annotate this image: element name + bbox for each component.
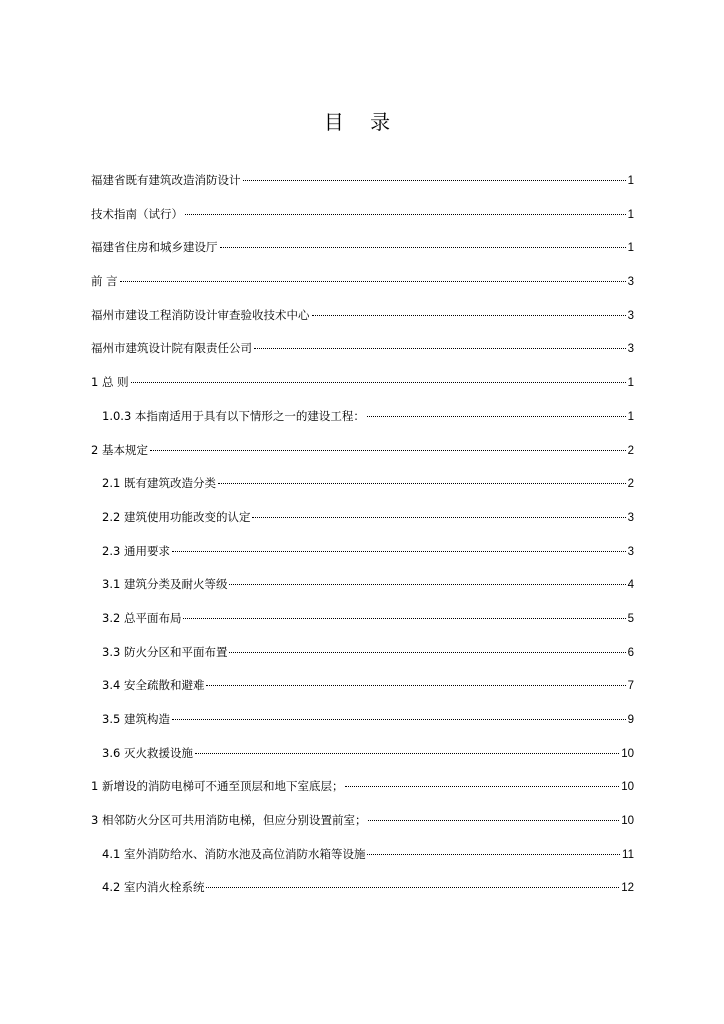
toc-entry-title: 福州市建筑设计院有限责任公司 [91,341,252,356]
toc-page-number: 3 [627,511,634,524]
toc-page-number: 9 [627,714,634,726]
dot-leader [367,416,626,417]
toc-entry-title: 4.1 室外消防给水、消防水池及高位消防水箱等设施 [102,846,366,861]
dot-leader [243,180,626,181]
dot-leader [185,214,626,215]
dot-leader [367,854,620,855]
toc-entry-title: 3.1 建筑分类及耐火等级 [102,577,228,592]
toc-entry-title: 1 新增设的消防电梯可不通至顶层和地下室底层； [91,779,344,794]
toc-entry[interactable] [91,711,634,745]
toc-page-number: 3 [627,309,634,322]
dot-leader [254,348,626,349]
toc-entry-title: 2.1 既有建筑改造分类 [102,476,216,491]
toc-entry[interactable] [91,408,634,442]
toc-entry[interactable] [91,745,634,779]
toc-entry[interactable] [91,677,634,711]
toc-entry[interactable] [91,374,634,408]
toc-page-number: 1 [627,410,634,423]
dot-leader [252,517,625,518]
toc-page-number: 3 [627,343,634,356]
toc-page-number: 10 [621,781,634,794]
toc-entry-title: 福建省既有建筑改造消防设计 [91,173,241,187]
dot-leader [312,315,626,316]
toc-entry-title: 福建省住房和城乡建设厅 [91,240,218,255]
toc-entry-title: 2.3 通用要求 [102,543,170,558]
toc-entry[interactable] [91,509,634,543]
toc-page-number: 2 [627,478,634,491]
toc-entry[interactable] [91,576,634,610]
toc-page-number: 12 [621,882,634,895]
toc-entry-title: 1.0.3 本指南适用于具有以下情形之一的建设工程： [102,408,365,423]
dot-leader [120,281,626,282]
dot-leader [172,719,626,720]
dot-leader [229,652,625,653]
toc-entry[interactable] [91,543,634,577]
toc-page-number: 1 [627,377,634,390]
toc-entry-title: 技术指南（试行） [91,206,183,221]
dot-leader [220,247,626,248]
toc-page-number: 1 [627,242,634,255]
dot-leader [131,382,626,383]
toc-entry-title: 3.4 安全疏散和避难 [102,678,205,693]
toc-entry-title: 3.2 总平面布局 [102,610,182,625]
toc-entry[interactable] [91,812,634,846]
dot-leader [368,820,619,821]
toc-entry-title: 4.2 室内消火栓系统 [102,880,205,895]
toc-entry-title: 3 相邻防火分区可共用消防电梯，但应分别设置前室； [91,813,367,828]
toc-page-number: 10 [621,815,634,828]
toc-entry-title: 3.6 灭火救援设施 [102,745,193,760]
toc-entry-title: 1 总 则 [91,375,129,390]
toc-page-number: 3 [627,276,634,289]
toc-entry-title: 2.2 建筑使用功能改变的认定 [102,509,251,524]
page-title: 目 录 [323,110,401,134]
dot-leader [229,584,625,585]
toc-entry-title: 2 基本规定 [91,442,148,457]
toc-page-number: 5 [627,612,634,625]
toc-entry[interactable] [91,475,634,509]
toc-entry[interactable] [91,340,634,374]
dot-leader [183,618,625,619]
table-of-contents [91,172,634,913]
toc-page-number: 4 [627,579,634,592]
toc-entry[interactable] [91,610,634,644]
toc-page-number: 7 [627,680,634,693]
dot-leader [206,887,619,888]
dot-leader [345,786,619,787]
toc-page-number: 10 [621,747,634,760]
toc-entry[interactable] [91,307,634,341]
toc-entry-title: 3.3 防火分区和平面布置 [102,644,228,659]
toc-entry[interactable] [91,879,634,913]
dot-leader [150,450,626,451]
dot-leader [172,551,626,552]
toc-entry[interactable] [91,846,634,880]
toc-entry[interactable] [91,206,634,240]
toc-entry[interactable] [91,273,634,307]
toc-page-number: 6 [627,646,634,659]
dot-leader [218,483,626,484]
dot-leader [195,753,619,754]
toc-entry[interactable] [91,442,634,476]
toc-entry-title: 3.5 建筑构造 [102,712,170,726]
toc-entry[interactable] [91,778,634,812]
toc-entry[interactable] [91,172,634,206]
toc-page-number: 2 [627,444,634,457]
dot-leader [206,685,625,686]
toc-entry[interactable] [91,239,634,273]
toc-page-number: 3 [627,545,634,558]
toc-entry[interactable] [91,644,634,678]
toc-page-number: 11 [622,848,634,861]
toc-entry-title: 福州市建设工程消防设计审查验收技术中心 [91,307,310,322]
toc-page-number: 1 [627,208,634,221]
toc-entry-title: 前 言 [91,274,118,289]
toc-page-number: 1 [627,175,634,187]
